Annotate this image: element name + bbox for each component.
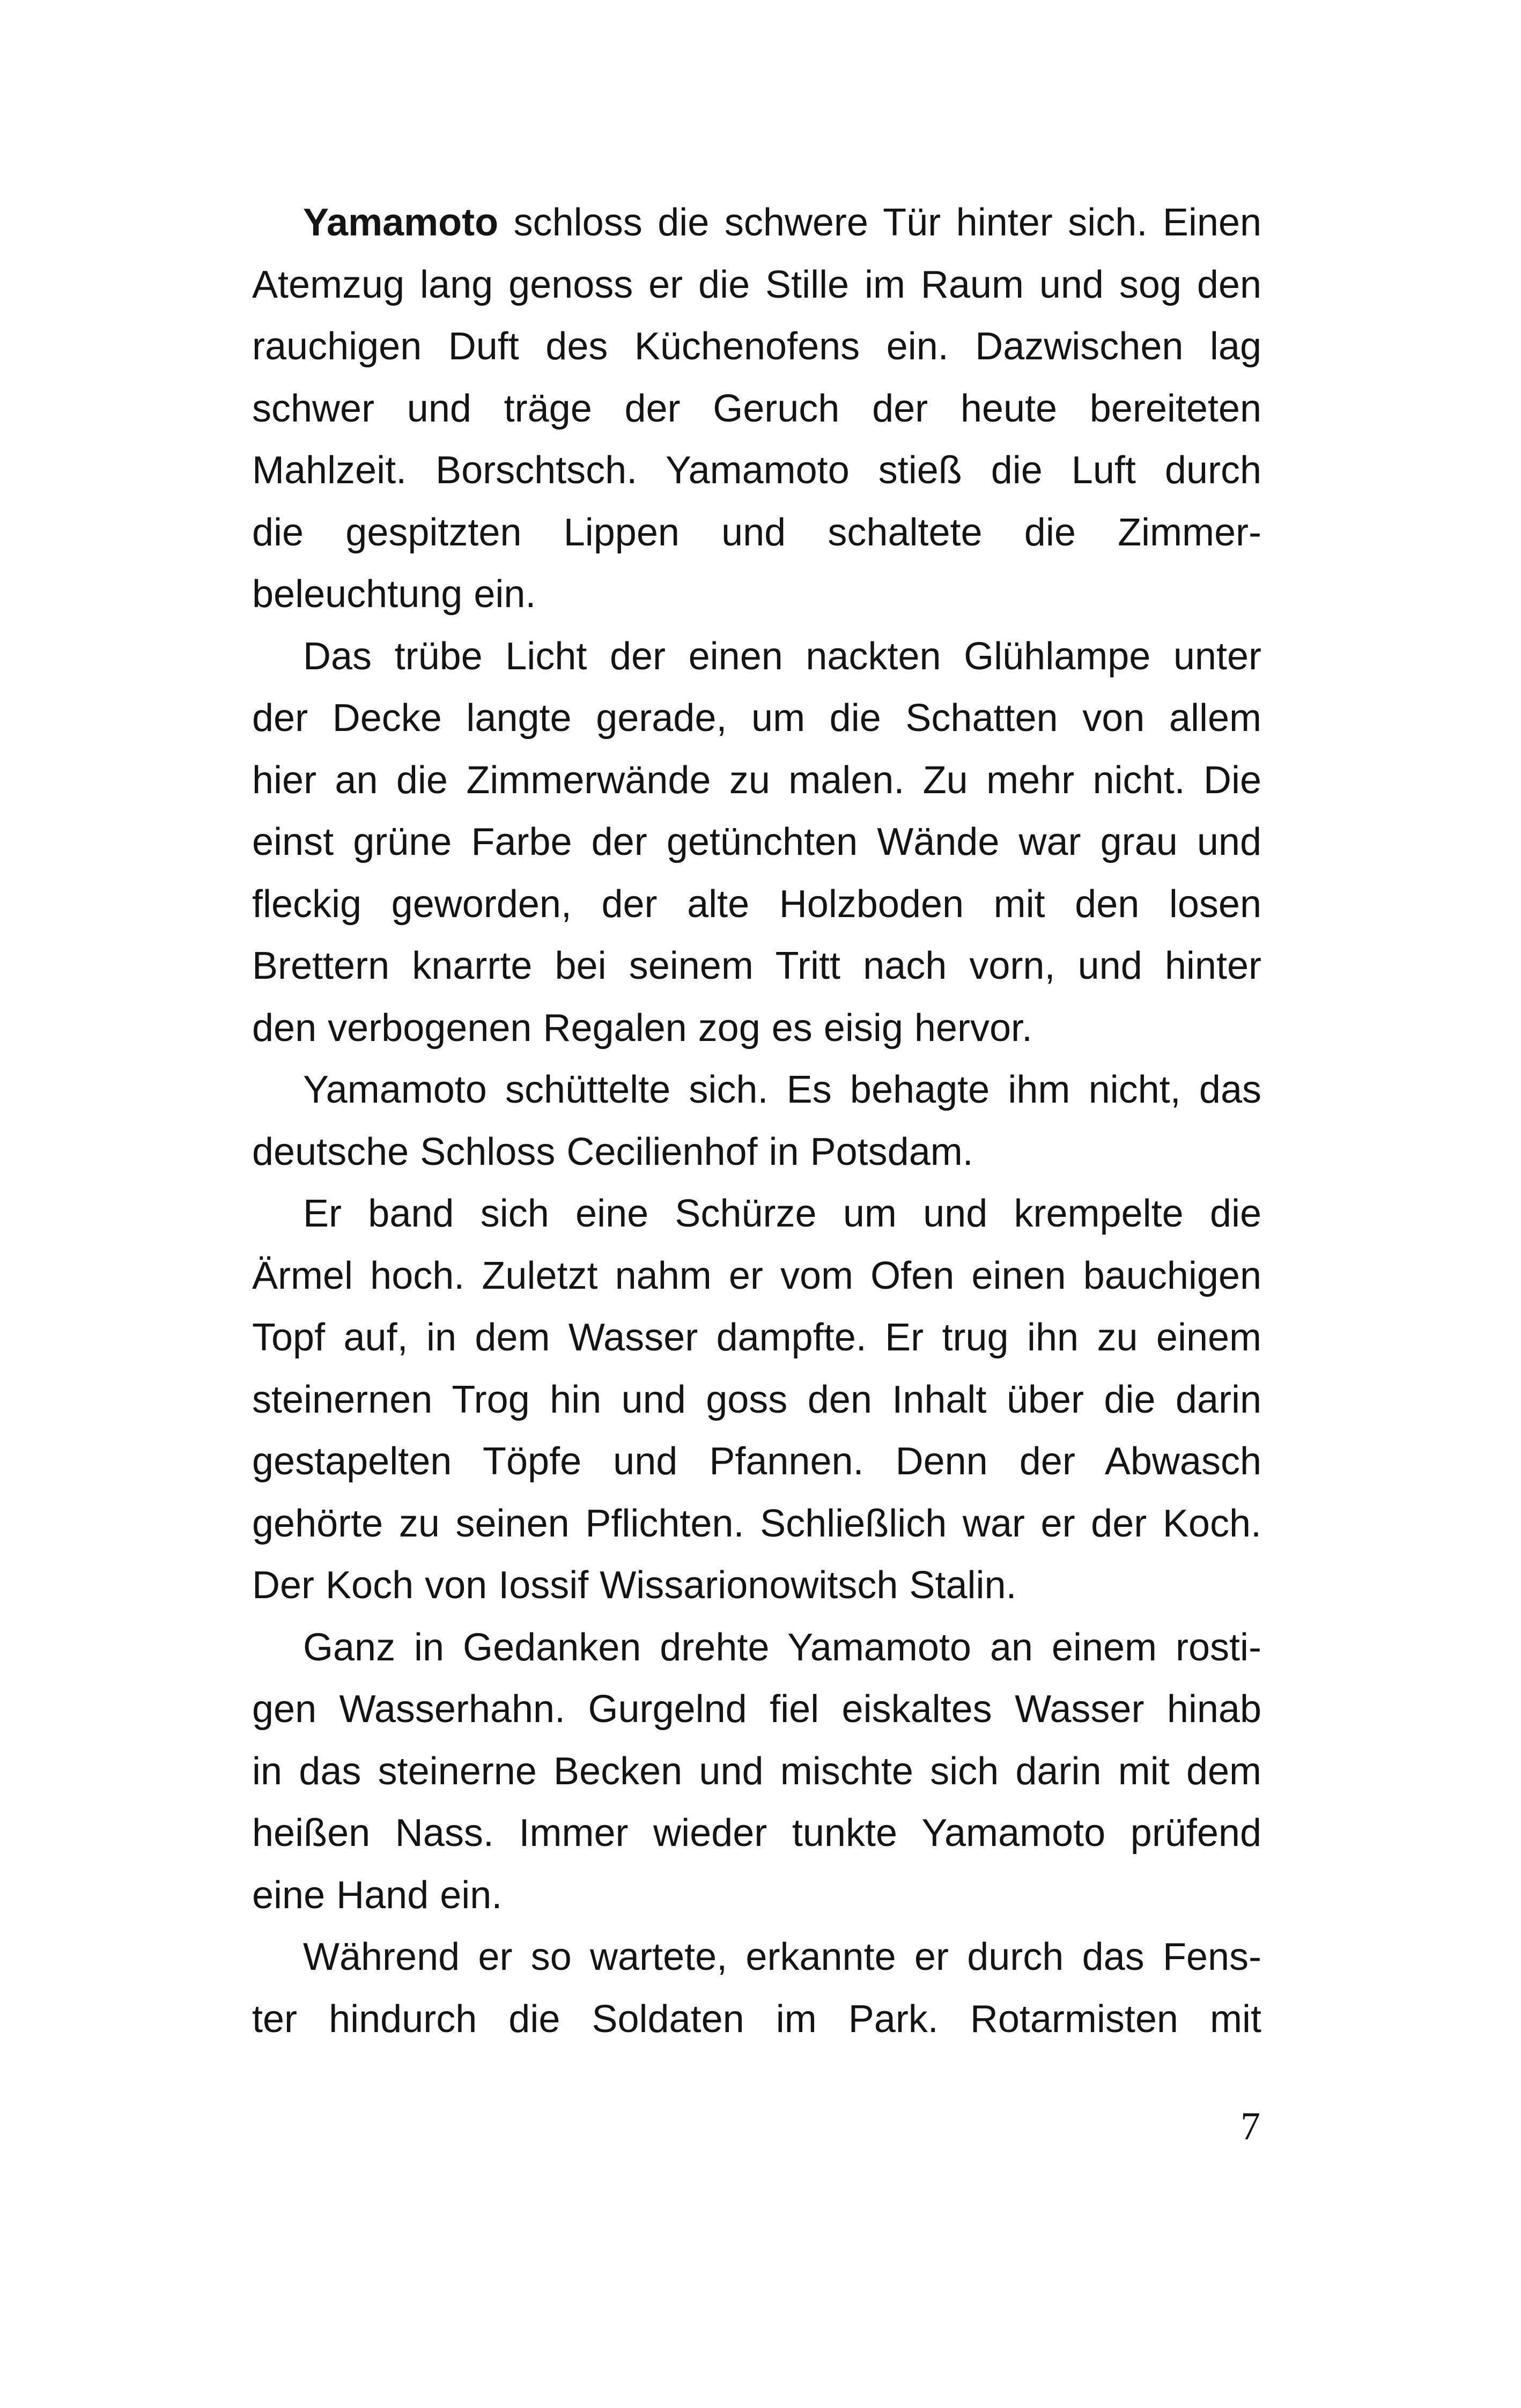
page-number: 7 [1241, 2104, 1260, 2148]
text-line: gestapelten Töpfe und Pfannen. Denn der Abwasch [252, 1440, 1261, 1483]
text-line: Mahlzeit. Borschtsch. Yamamoto stieß die Luft durch [252, 449, 1261, 492]
text-line: eine Hand ein. [252, 1873, 503, 1917]
paragraph-4 [252, 1183, 1261, 1617]
text-line: Yamamoto schloss die schwere Tür hinter sich. Einen [303, 201, 1261, 244]
text-line: einst grüne Farbe der getünchten Wände war grau und [252, 821, 1261, 863]
text-line: Während er so wartete, erkannte er durch das Fens- [303, 1936, 1261, 1978]
text-line: Brettern knarrte bei seinem Tritt nach vorn, und hinter [252, 944, 1261, 987]
text-line: beleuchtung ein. [252, 573, 536, 616]
text-line: der Decke langte gerade, um die Schatten von allem [252, 697, 1261, 740]
paragraph-6 [252, 1926, 1261, 2050]
text-line: Atemzug lang genoss er die Stille im Raum und sog den [252, 263, 1261, 306]
text-line: steinernen Trog hin und goss den Inhalt über die darin [252, 1378, 1261, 1421]
lead-word: Yamamoto [303, 201, 499, 244]
paragraph-5 [252, 1617, 1261, 1927]
text-line: Ganz in Gedanken drehte Yamamoto an einem rosti- [303, 1626, 1261, 1669]
text-line: die gespitzten Lippen und schaltete die Zimmer- [252, 511, 1261, 554]
text-line: Topf auf, in dem Wasser dampfte. Er trug ihn zu einem [252, 1316, 1261, 1359]
text-line: Yamamoto schüttelte sich. Es behagte ihm nicht, das [303, 1068, 1261, 1111]
text-line: schwer und träge der Geruch der heute bereiteten [252, 387, 1261, 430]
text-line: Der Koch von Iossif Wissarionowitsch Stalin. [252, 1564, 1017, 1607]
paragraph-1 [252, 192, 1261, 626]
paragraph-2 [252, 626, 1261, 1060]
text-line: in das steinerne Becken und mischte sich darin mit dem [252, 1749, 1261, 1793]
text-line: fleckig geworden, der alte Holzboden mit den losen [252, 882, 1261, 926]
text-line: Er band sich eine Schürze um und krempelte die [303, 1192, 1261, 1235]
text-line: rauchigen Duft des Küchenofens ein. Dazwischen lag [252, 325, 1261, 368]
text-line: Ärmel hoch. Zuletzt nahm er vom Ofen einen bauchigen [252, 1254, 1261, 1297]
text-line: gehörte zu seinen Pflichten. Schließlich war er der Koch. [252, 1502, 1261, 1545]
text-line: hier an die Zimmerwände zu malen. Zu mehr nicht. Die [252, 758, 1261, 802]
text-line: deutsche Schloss Cecilienhof in Potsdam. [252, 1130, 973, 1173]
text-line: ter hindurch die Soldaten im Park. Rotarmisten mit [252, 1997, 1261, 2041]
text-line: gen Wasserhahn. Gurgelnd fiel eiskaltes Wasser hinab [252, 1688, 1261, 1731]
text-line: Das trübe Licht der einen nackten Glühlampe unter [303, 634, 1261, 678]
text-line: den verbogenen Regalen zog es eisig hervor. [252, 1006, 1032, 1050]
paragraph-3 [252, 1059, 1261, 1183]
body-text [252, 192, 1261, 2050]
text-line: heißen Nass. Immer wieder tunkte Yamamoto prüfend [252, 1812, 1261, 1855]
